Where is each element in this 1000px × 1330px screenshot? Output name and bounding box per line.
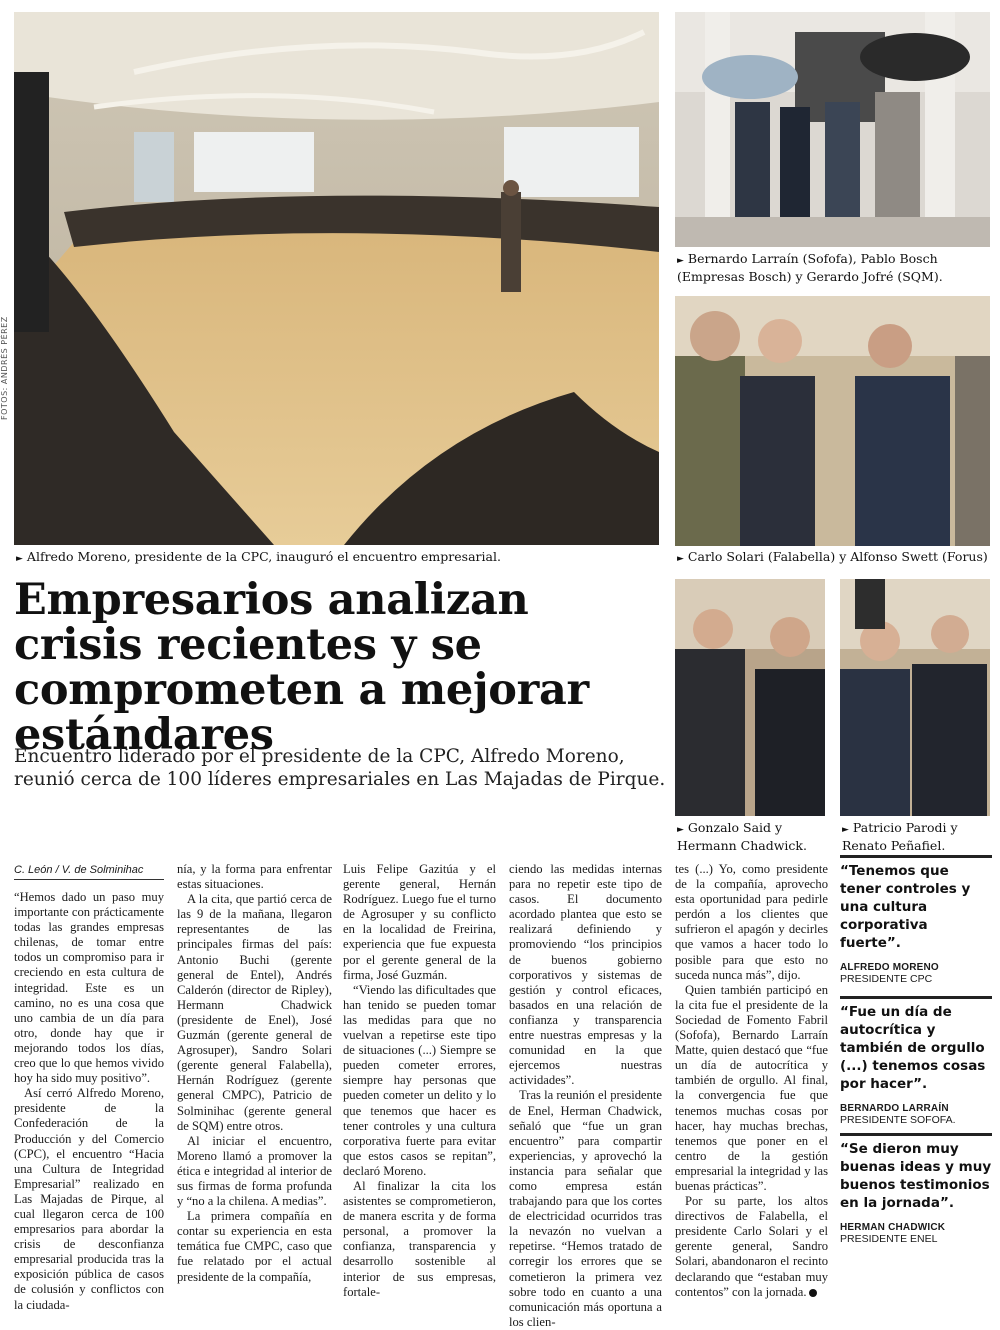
caption-marker: ►: [677, 256, 684, 266]
end-of-article-icon: [809, 1289, 817, 1297]
paragraph: “Viendo las dificultades que han tenido se pueden tomar las medidas para que no vuelvan a repetirse este tipo de situaciones (...) Siempre se pueden cometer errores, siempre hay personas que pueden cometer un delito y lo que tenemos que hacer es tener controles y una cultura corporativa fuerte para evitar que estos casos se repitan”, declaró Moreno.: [343, 982, 496, 1178]
top-right-caption-text: Bernardo Larraín (Sofofa), Pablo Bosch (Empresas Bosch) y Gerardo Jofré (SQM).: [677, 251, 943, 284]
main-photo-caption: [16, 549, 656, 567]
mid-right-caption-text: Carlo Solari (Falabella) y Alfonso Swett (Forus): [687, 549, 988, 564]
quote-author: ALFREDO MORENO: [840, 962, 939, 973]
body-column-3: [343, 862, 496, 1300]
paragraph: La primera compañía en contar su experiencia en esta temática fue CMPC, caso que fue relatado por el actual presidente de la compañía,: [177, 1209, 332, 1284]
mid-right-caption: [677, 549, 989, 567]
paragraph: tes (...) Yo, como presidente de la compañía, aprovecho esta oportunidad para pedirle perdón a los clientes que sufrieron el apagón y decirles que vamos a hacer todo lo posible para que esto no suceda nunca más”, dijo.: [675, 862, 828, 982]
body-column-5: [675, 862, 828, 1300]
article-headline: Empresarios analizan crisis recientes y se comprometen a mejorar estándares: [14, 575, 589, 760]
bottom-left-caption-text: Gonzalo Said y Hermann Chadwick.: [677, 820, 807, 853]
pull-quote-chadwick: [840, 1133, 992, 1245]
paragraph: ciendo las medidas internas para no repetir este tipo de casos. El documento acordado plantea que esto se realizará definiendo y promoviendo “los principios de buenos gobierno corporativos y sistemas de gestión y control eficaces, basados en una relación de confianza y transparencia entre nuestras empresas y la comunidad en la que ejercemos nuestras actividades”.: [509, 862, 662, 1088]
quote-author-role: PRESIDENTE SOFOFA.: [840, 1114, 956, 1126]
paragraph: nía, y la forma para enfrentar estas situaciones.: [177, 862, 332, 892]
byline: C. León / V. de Solminihac: [14, 864, 164, 880]
paragraph: “Hemos dado un paso muy importante con prácticamente todas las grandes empresas chilenas, de tomar entre todos un compromiso para ir creciendo en esta cultura de integridad. Este es un camino, no es una cosa que uno cambia de un día para otro, donde hay que ir mejorando todos los días, creo que lo que hemos vivido hoy ha sido muy positivo”.: [14, 890, 164, 1086]
paragraph: [675, 1194, 828, 1300]
photo-mid-right: [675, 296, 990, 546]
quote-text: “Tenemos que tener controles y una cultura corporativa fuerte”.: [840, 863, 971, 951]
pull-quote-larrain: [840, 996, 992, 1126]
paragraph: Así cerró Alfredo Moreno, presidente de la Confederación de la Producción y del Comercio (CPC), el encuentro “Hacia una Cultura de Integridad Empresarial” realizado en Las Majadas de Pirque, al cual llegaron cerca de 100 empresarios para abordar la crisis de desconfianza empresarial producida tras la exposición pública de casos de colusión y conflictos con la ciudada-: [14, 1086, 164, 1312]
quote-author: BERNARDO LARRAÍN: [840, 1103, 949, 1114]
closing-text: Por su parte, los altos directivos de Falabella, el presidente Carlo Solari y el gerente general, Sandro Solari, abandonaron el recinto declarando que “estaban muy contentos” con la jornada.: [675, 1194, 828, 1299]
paragraph: Luis Felipe Gazitúa y el gerente general, Hernán Rodríguez. Luego fue el turno de Agrosuper y su conflicto en la localidad de Freirina, experiencia que fue expuesta por el gerente general de la firma, José Guzmán.: [343, 862, 496, 982]
article-lead: Encuentro liderado por el presidente de la CPC, Alfredo Moreno, reunió cerca de 100 líderes empresariales en Las Majadas de Pirque.: [14, 746, 666, 790]
paragraph: Tras la reunión el presidente de Enel, Herman Chadwick, señaló que “fue un gran encuentro” para compartir experiencias, y aprovechó la instancia para señalar que como empresa están trabajando para que los cortes de electricidad ocurridos tras la nevazón no vuelvan a repetirse. “Hemos tratado de corregir los errores que se cometieron la primera vez sobre todo en cuanto a una comunicación más oportuna a los clien-: [509, 1088, 662, 1329]
quote-author-role: PRESIDENTE CPC: [840, 973, 933, 985]
bottom-left-caption: [677, 820, 827, 853]
body-column-4: [509, 862, 662, 1330]
caption-marker: ►: [842, 825, 849, 835]
caption-marker: ►: [677, 825, 684, 835]
main-photo: [14, 12, 659, 545]
paragraph: Al finalizar la cita los asistentes se comprometieron, de manera escrita y de forma personal, a promover la confianza, transparencia y desarrollo sostenible al interior de sus empresas, fortale-: [343, 1178, 496, 1299]
top-right-caption: [677, 251, 989, 284]
body-column-1: [14, 890, 164, 1313]
caption-marker: ►: [677, 554, 684, 564]
bottom-right-caption-text: Patricio Parodi y Renato Peñafiel.: [842, 820, 958, 853]
body-column-2: [177, 862, 332, 1285]
photo-top-right: [675, 12, 990, 247]
photo-bottom-right-small: [840, 579, 990, 816]
photo-bottom-left-small: [675, 579, 825, 816]
photo-credit: FOTOS: ANDRÉS PÉREZ: [0, 316, 9, 420]
paragraph: Quien también participó en la cita fue el presidente de la Sociedad de Fomento Fabril (Sofofa), Bernardo Larraín Matte, quien destacó que “fue un día de autocrítica y también de orgullo. Al final, la convergencia fue que tenemos muchas cosas por hacer, hay muchas brechas, tenemos que poner en el centro de la gestión empresarial la integridad y las buenas prácticas”.: [675, 982, 828, 1193]
pull-quote-moreno: [840, 855, 992, 985]
quote-author: HERMAN CHADWICK: [840, 1222, 946, 1233]
quote-text: “Fue un día de autocrítica y también de orgullo (...) tenemos cosas por hacer”.: [840, 1004, 986, 1092]
caption-marker: ►: [16, 554, 23, 564]
paragraph: A la cita, que partió cerca de las 9 de la mañana, llegaron representantes de las principales firmas del país: Antonio Buchi (gerente general de Entel), Andrés Calderón (director de Ripley), Hermann Chadwick (presidente de Enel), José Guzmán (gerente general de Agrosuper), Sandro Solari (gerente general Falabella), Hernán Rodríguez (gerente general CMPC), Patricio de Solminihac (gerente general de SQM) entre otros.: [177, 892, 332, 1133]
main-caption-text: Alfredo Moreno, presidente de la CPC, inauguró el encuentro empresarial.: [26, 549, 501, 564]
quote-text: “Se dieron muy buenas ideas y muy buenos testimonios en la jornada”.: [840, 1141, 992, 1211]
quote-author-role: PRESIDENTE ENEL: [840, 1233, 938, 1245]
paragraph: Al iniciar el encuentro, Moreno llamó a promover la ética e integridad al interior de sus firmas de forma profunda y “no a la chilena. A medias”.: [177, 1133, 332, 1209]
bottom-right-caption: [842, 820, 992, 853]
